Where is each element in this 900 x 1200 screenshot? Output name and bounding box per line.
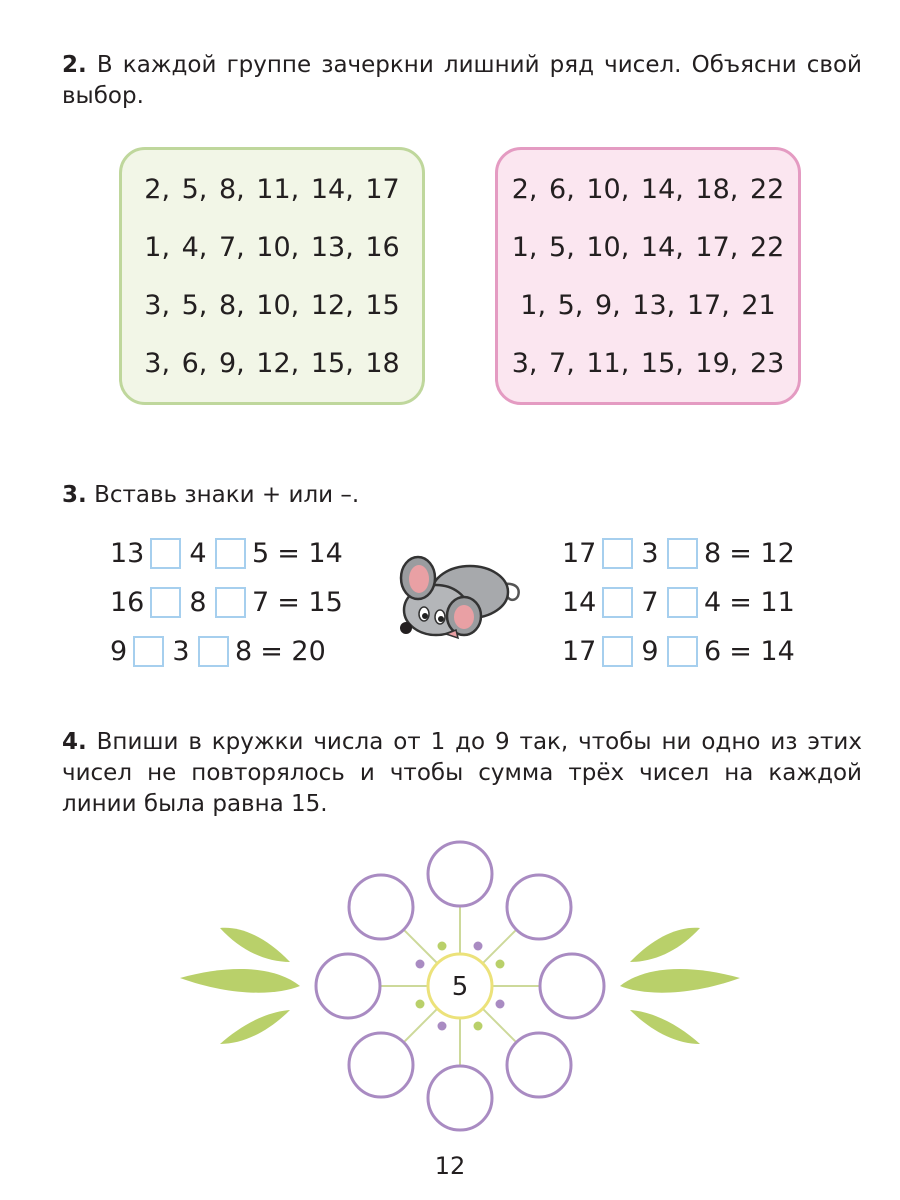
leaf (220, 928, 290, 962)
sign-box[interactable] (198, 636, 229, 667)
number-row[interactable]: 3, 5, 8, 10, 12, 15 (144, 289, 400, 321)
sign-box[interactable] (602, 538, 633, 569)
equation-result: = 20 (260, 635, 326, 667)
leaf (180, 969, 300, 993)
number-row[interactable]: 2, 6, 10, 14, 18, 22 (511, 173, 785, 205)
equation (110, 535, 343, 571)
operand: 16 (110, 586, 145, 618)
sign-box[interactable] (150, 587, 181, 618)
operand: 7 (252, 586, 270, 618)
sign-box[interactable] (215, 538, 246, 569)
operand: 8 (235, 635, 253, 667)
equation-result: = 12 (729, 537, 795, 569)
task-3-text (62, 480, 862, 511)
mouse-icon (396, 540, 526, 652)
number-row[interactable]: 3, 6, 9, 12, 15, 18 (144, 347, 400, 379)
task-instruction: Впиши в кружки числа от 1 до 9 так, чтобы ни одно из этих чисел не повторялось и чтобы сумма трёх чисел на каждой линии была равна 15. (62, 729, 862, 817)
leaf (630, 928, 700, 962)
operand: 14 (562, 586, 597, 618)
equation (110, 584, 343, 620)
number-group-left (119, 147, 425, 405)
task-2-text (62, 50, 862, 112)
leaf (220, 1010, 290, 1044)
number-circle[interactable] (507, 875, 571, 939)
sign-box[interactable] (133, 636, 164, 667)
operand: 4 (189, 537, 207, 569)
number-row[interactable]: 2, 5, 8, 11, 14, 17 (144, 173, 400, 205)
task-number: 4. (62, 729, 87, 755)
sign-box[interactable] (667, 636, 698, 667)
leaf (630, 1010, 700, 1044)
task-instruction: Вставь знаки + или –. (94, 482, 360, 508)
number-circle[interactable] (540, 954, 604, 1018)
task-instruction: В каждой группе зачеркни лишний ряд чисел. Объясни свой выбор. (62, 52, 862, 109)
equation (110, 633, 326, 669)
equation-result: = 14 (277, 537, 343, 569)
operand: 13 (110, 537, 145, 569)
number-row[interactable]: 1, 5, 9, 13, 17, 21 (520, 289, 776, 321)
equation (562, 633, 795, 669)
sign-box[interactable] (602, 636, 633, 667)
operand: 9 (110, 635, 128, 667)
operand: 4 (704, 586, 722, 618)
operand: 17 (562, 635, 597, 667)
operand: 3 (172, 635, 190, 667)
equation (562, 535, 795, 571)
operand: 7 (641, 586, 659, 618)
number-circle[interactable] (428, 842, 492, 906)
operand: 3 (641, 537, 659, 569)
equation-result: = 11 (729, 586, 795, 618)
task-4-text (62, 727, 862, 820)
operand: 8 (704, 537, 722, 569)
equation (562, 584, 795, 620)
equation-result: = 14 (729, 635, 795, 667)
page-number: 12 (434, 1152, 466, 1180)
operand: 5 (252, 537, 270, 569)
sign-box[interactable] (667, 538, 698, 569)
number-group-right (495, 147, 801, 405)
sign-box[interactable] (667, 587, 698, 618)
number-circle[interactable] (316, 954, 380, 1018)
number-row[interactable]: 1, 4, 7, 10, 13, 16 (144, 231, 400, 263)
leaves-left (180, 928, 300, 1044)
number-circle[interactable] (349, 875, 413, 939)
task-number: 3. (62, 482, 87, 508)
sign-box[interactable] (602, 587, 633, 618)
equation-result: = 15 (277, 586, 343, 618)
operand: 6 (704, 635, 722, 667)
center-value: 5 (451, 972, 469, 1002)
number-circle[interactable] (349, 1033, 413, 1097)
number-row[interactable]: 3, 7, 11, 15, 19, 23 (511, 347, 785, 379)
operand: 17 (562, 537, 597, 569)
number-row[interactable]: 1, 5, 10, 14, 17, 22 (511, 231, 785, 263)
number-circle[interactable] (507, 1033, 571, 1097)
sign-box[interactable] (215, 587, 246, 618)
sign-box[interactable] (150, 538, 181, 569)
operand: 9 (641, 635, 659, 667)
leaves-right (620, 928, 740, 1044)
operand: 8 (189, 586, 207, 618)
task-number: 2. (62, 52, 87, 78)
number-circle[interactable] (428, 1066, 492, 1130)
magic-flower-puzzle (170, 838, 750, 1160)
leaf (620, 969, 740, 993)
